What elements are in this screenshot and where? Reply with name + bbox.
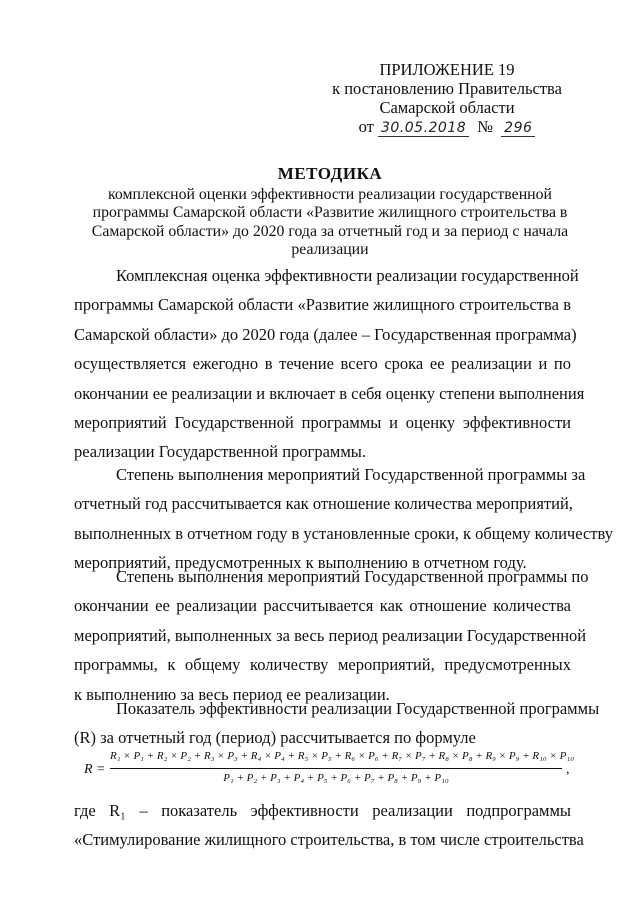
- paragraph-line: окончании ее реализации рассчитывается как отношение количества: [74, 596, 571, 616]
- paragraph-line: реализации Государственной программы.: [74, 442, 366, 462]
- paragraph-line: Степень выполнения мероприятий Государственной программы за: [116, 465, 586, 484]
- formula-trailing: ,: [566, 762, 570, 777]
- appendix-region: Самарской области: [379, 98, 515, 117]
- appendix-header: [322, 60, 572, 138]
- where-clause: [74, 796, 584, 855]
- paragraph-line: мероприятий, выполненных за весь период реализации Государственной: [74, 625, 587, 645]
- paragraph-line: к выполнению за весь период ее реализации.: [74, 684, 390, 704]
- paragraph-line: Самарской области» до 2020 года (далее – Государственная программа): [74, 324, 577, 344]
- paragraph-line: Показатель эффективности реализации Государственной программы: [116, 699, 600, 718]
- appendix-date-line: [322, 117, 572, 138]
- formula-numerator: R₁ × P₁ + R₂ × P₂ + R₃ × P₃ + R₄ × P₄ + R₅ × P₅ + R₆ × P₆ + R₇ × P₇ + R₈ × P₈ + R₉ × P₉ + R₁₀ × P₁₀: [110, 750, 575, 762]
- handwritten-number: 296: [501, 120, 535, 137]
- formula-lhs: R =: [84, 762, 106, 777]
- paragraph-line: Степень выполнения мероприятий Государственной программы по: [116, 567, 589, 586]
- paragraph-line: мероприятий, предусмотренных к выполнению в отчетном году.: [74, 553, 527, 573]
- title-heading: МЕТОДИКА: [277, 164, 383, 183]
- number-label: №: [477, 117, 494, 136]
- paragraph-line: мероприятий Государственной программы и оценку эффективности: [74, 413, 571, 433]
- efficiency-formula: [84, 750, 574, 794]
- where-line: где R₁ – показатель эффективности реализации подпрограммы: [74, 801, 571, 820]
- appendix-number: ПРИЛОЖЕНИЕ 19: [379, 60, 515, 79]
- paragraph-line: программы, к общему количеству мероприятий, предусмотренных: [74, 655, 571, 675]
- appendix-resolution: к постановлению Правительства: [332, 79, 562, 98]
- paragraph-line: (R) за отчетный год (период) рассчитывается по формуле: [74, 728, 476, 748]
- document-title: [90, 165, 570, 260]
- title-line: программы Самарской области «Развитие жилищного строительства в: [92, 204, 568, 221]
- paragraph-line: программы Самарской области «Развитие жилищного строительства в: [74, 295, 571, 315]
- paragraph-line: осуществляется ежегодно в течение всего срока ее реализации и по: [74, 354, 571, 374]
- handwritten-date: 30.05.2018: [378, 120, 469, 137]
- from-label: от: [358, 117, 374, 136]
- paragraph-line: окончании ее реализации и включает в себя оценку степени выполнения: [74, 383, 585, 403]
- title-line: комплексной оценки эффективности реализации государственной: [108, 185, 552, 203]
- paragraph-4: [74, 694, 600, 753]
- paragraph-line: выполненных в отчетном году в установленные сроки, к общему количеству: [74, 523, 613, 543]
- paragraph-1: [74, 261, 585, 467]
- fraction-bar: [110, 768, 562, 769]
- paragraph-line: Комплексная оценка эффективности реализации государственной: [116, 266, 579, 285]
- where-line: «Стимулирование жилищного строительства, в том числе строительства: [74, 830, 584, 850]
- title-line: Самарской области» до 2020 года за отчетный год и за период с начала: [91, 222, 569, 240]
- paragraph-2: [74, 460, 613, 578]
- formula-denominator: P₁ + P₂ + P₃ + P₄ + P₅ + P₆ + P₇ + P₈ + P₉ + P₁₀: [223, 772, 449, 784]
- title-line: реализации: [291, 241, 369, 258]
- paragraph-line: отчетный год рассчитывается как отношение количества мероприятий,: [74, 494, 573, 514]
